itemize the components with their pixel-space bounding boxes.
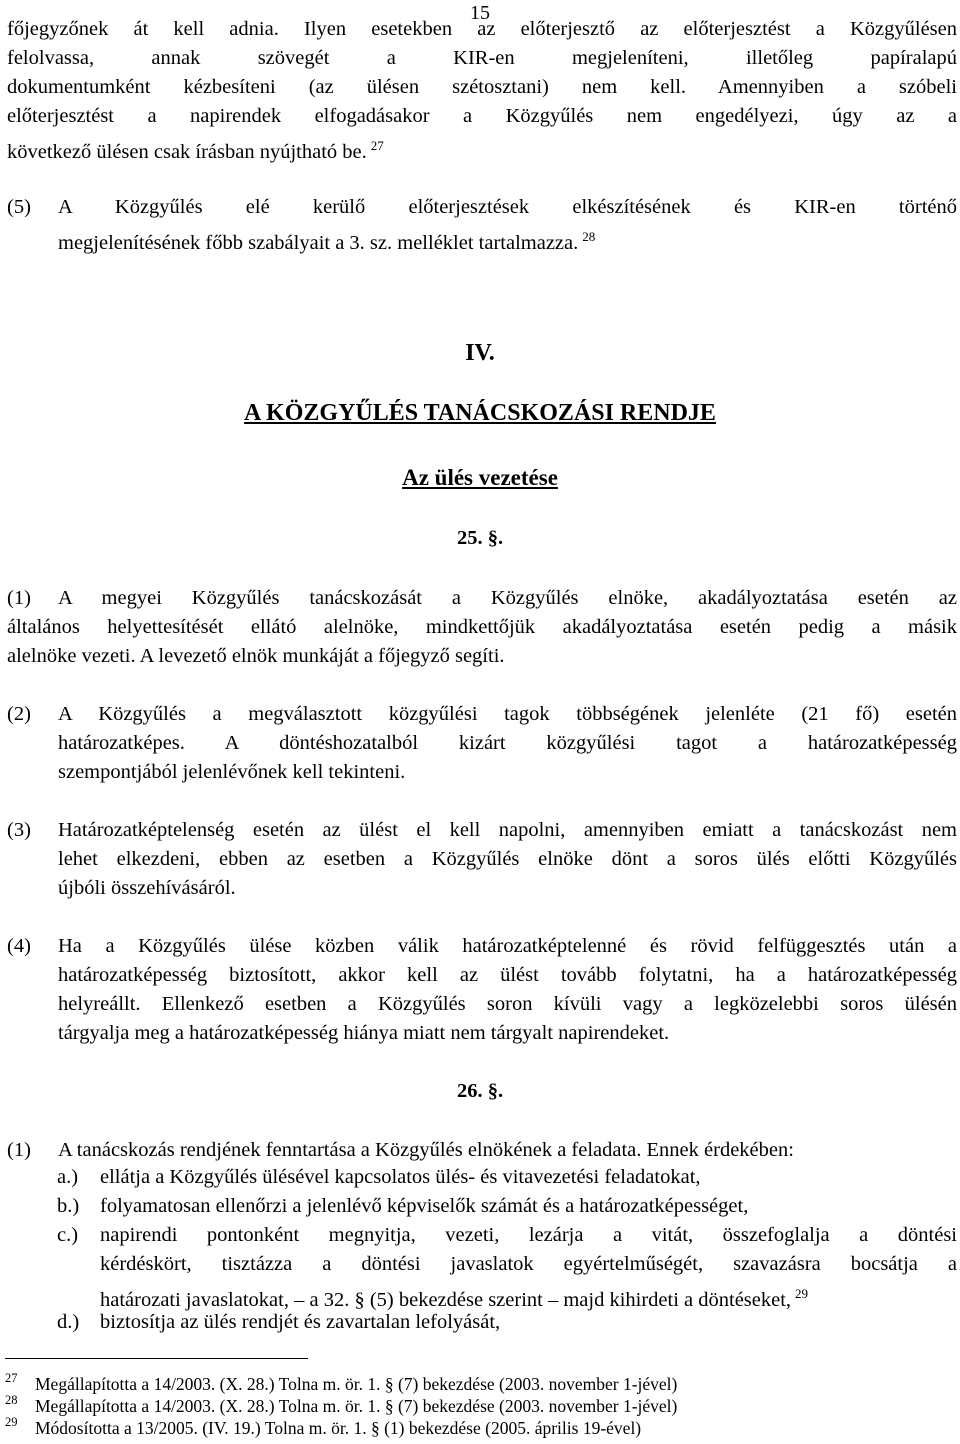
footnote-ref: 28: [582, 229, 596, 244]
chapter-title: A KÖZGYŰLÉS TANÁCSKOZÁSI RENDJE: [244, 400, 716, 426]
text-line: határozatképes. A döntéshozatalból kizárt közgyűlési tagot a határozatképesség: [58, 732, 957, 754]
text-line: felolvassa, annak szövegét a KIR-en megjeleníteni, illetőleg papíralapú: [7, 47, 957, 69]
text-line: A Közgyűlés a megválasztott közgyűlési tagok többségének jelenléte (21 fő) esetén: [58, 703, 957, 725]
text-line: főjegyzőnek át kell adnia. Ilyen esetekben az előterjesztő az előterjesztést a Közgyűlésen: [7, 18, 957, 40]
paragraph-label: (1): [7, 587, 31, 609]
footnote-number: 28: [5, 1393, 18, 1407]
list-item-text: kérdéskört, tisztázza a döntési javaslatok egyértelműségét, szavazásra bocsátja a: [100, 1253, 957, 1275]
list-item-text: folyamatosan ellenőrzi a jelenlévő képviselők számát és a határozatképességet,: [100, 1195, 749, 1217]
paragraph-label: (5): [7, 196, 31, 218]
page-number: 15: [470, 2, 490, 24]
text-line: Határozatképtelenség esetén az ülést el kell napolni, amennyiben emiatt a tanácskozást nem: [58, 819, 957, 841]
footnote-divider: [5, 1358, 308, 1359]
paragraph-label: (4): [7, 935, 31, 957]
list-item-text: ellátja a Közgyűlés ülésével kapcsolatos ülés- és vitavezetési feladatokat,: [100, 1166, 701, 1188]
text-line: szempontjából jelenlévőnek kell tekinteni.: [58, 761, 406, 783]
chapter-number: IV.: [465, 340, 495, 366]
text-line: tárgyalja meg a határozatképesség hiánya miatt nem tárgyalt napirendeket.: [58, 1022, 670, 1044]
text-line: előterjesztést a napirendek elfogadásakor a Közgyűlés nem engedélyezi, úgy az a: [7, 105, 957, 127]
text-line: alelnöke vezeti. A levezető elnök munkáját a főjegyző segíti.: [7, 645, 505, 667]
footnote-text: Módosította a 13/2005. (IV. 19.) Tolna m. ör. 1. § (1) bekezdése (2005. április 19-ével): [35, 1418, 642, 1438]
text-line: A Közgyűlés elé kerülő előterjesztések elkészítésének és KIR-en történő: [58, 196, 957, 218]
section-heading-26: 26. §.: [456, 1080, 504, 1102]
list-item-label: b.): [57, 1195, 80, 1217]
section-heading-25: 25. §.: [456, 527, 504, 549]
text-line: Ha a Közgyűlés ülése közben válik határozatképtelenné és rövid felfüggesztés után a: [58, 935, 957, 957]
text-line: [7, 131, 957, 167]
footnote-ref: 29: [795, 1286, 809, 1301]
section-subtitle: Az ülés vezetése: [402, 465, 558, 490]
paragraph-label: (2): [7, 703, 31, 725]
text-line: általános helyettesítését ellátó alelnöke, mindkettőjük akadályoztatása esetén pedig a másik: [7, 616, 957, 638]
text-line: határozatképesség biztosított, akkor kell az ülést tovább folytatni, ha a határozatképesség: [58, 964, 957, 986]
footnote-ref: 27: [370, 138, 384, 153]
list-item-label: d.): [57, 1311, 80, 1333]
text-line: A tanácskozás rendjének fenntartása a Közgyűlés elnökének a feladata. Ennek érdekében:: [58, 1139, 794, 1161]
text-line: helyreállt. Ellenkező esetben a Közgyűlés soron kívüli vagy a legközelebbi soros ülésén: [58, 993, 957, 1015]
paragraph-label: (1): [7, 1139, 31, 1161]
text-line: lehet elkezdeni, ebben az esetben a Közgyűlés elnöke dönt a soros ülés előtti Közgyűlés: [58, 848, 957, 870]
list-item-label: a.): [57, 1166, 79, 1188]
list-item-text: biztosítja az ülés rendjét és zavartalan lefolyását,: [100, 1311, 501, 1333]
text-line: A megyei Közgyűlés tanácskozását a Közgyűlés elnöke, akadályoztatása esetén az: [58, 587, 957, 609]
footnote-text: Megállapította a 14/2003. (X. 28.) Tolna m. ör. 1. § (7) bekezdése (2003. november 1-jével): [35, 1396, 678, 1416]
text-line: dokumentumként kézbesíteni (az ülésen szétosztani) nem kell. Amennyiben a szóbeli: [7, 76, 957, 98]
footnote-text: Megállapította a 14/2003. (X. 28.) Tolna m. ör. 1. § (7) bekezdése (2003. november 1-jével): [35, 1374, 678, 1394]
text-content: megjelenítésének főbb szabályait a 3. sz. melléklet tartalmazza.: [58, 232, 579, 254]
text-content: határozati javaslatokat, – a 32. § (5) bekezdése szerint – majd kihirdeti a döntéseket,: [100, 1289, 792, 1311]
list-item-text: napirendi pontonként megnyitja, vezeti, lezárja a vitát, összefoglalja a döntési: [100, 1224, 957, 1246]
text-line: újbóli összehívásáról.: [58, 877, 236, 899]
footnote-number: 27: [5, 1371, 18, 1385]
text-line: [58, 222, 957, 258]
footnote-number: 29: [5, 1415, 18, 1429]
paragraph-label: (3): [7, 819, 31, 841]
text-content: következő ülésen csak írásban nyújtható be.: [7, 141, 367, 163]
list-item-label: c.): [57, 1224, 79, 1246]
